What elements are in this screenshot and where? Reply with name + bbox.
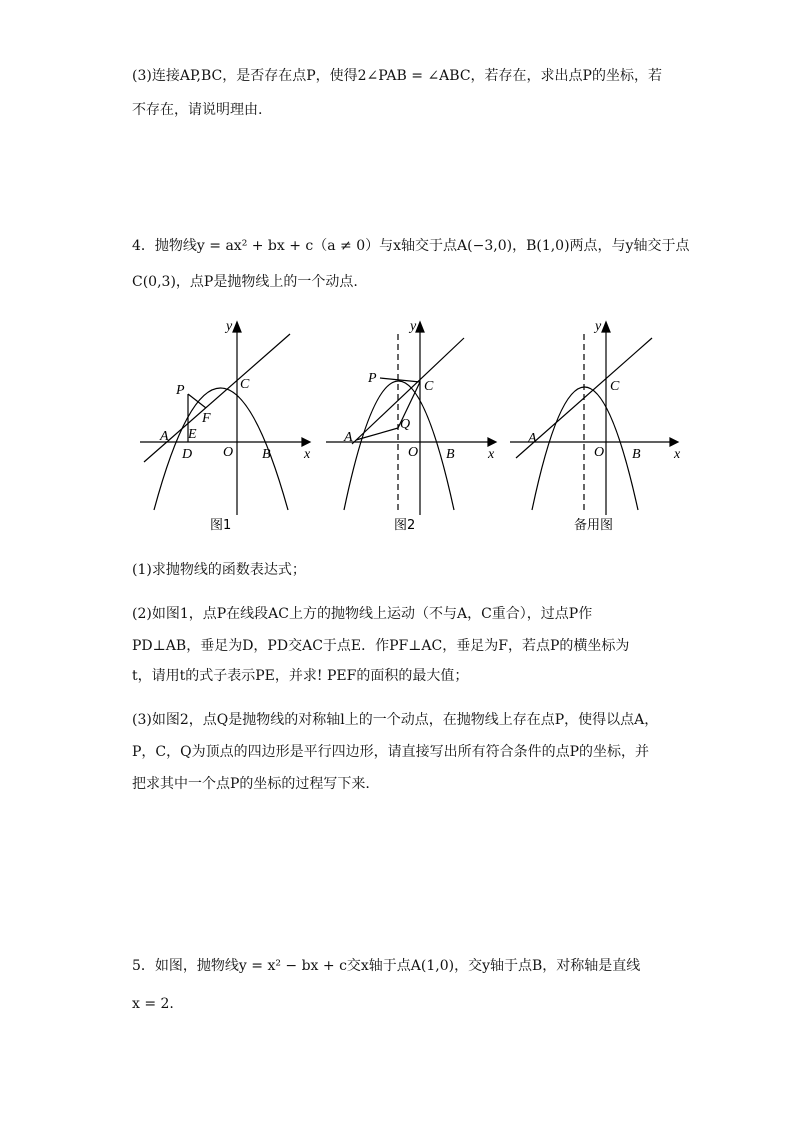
q4-part1: (1)求抛物线的函数表达式； (132, 562, 306, 578)
label-o: O (594, 445, 605, 460)
label-p: P (368, 371, 377, 386)
x-axis-arrow (488, 438, 496, 446)
caption-fig3: 备用图 (574, 518, 614, 533)
label-b: B (262, 447, 271, 462)
q4-part2-line3: t，请用t的式子表示PE，并求! PEF的面积的最大值； (132, 668, 469, 684)
label-c: C (240, 377, 250, 392)
q4-line1: 4．抛物线y = ax² + bx + c（a ≠ 0）与x轴交于点A(−3,0)，B(1,0)两点，与y轴交于点 (132, 238, 690, 254)
q3-prev-line2: 不存在，请说明理由. (132, 102, 263, 118)
label-o: O (408, 445, 419, 460)
caption-fig2: 图2 (394, 518, 416, 533)
label-a: A (528, 431, 537, 446)
label-d: D (182, 447, 193, 462)
figure-2 (316, 310, 506, 540)
label-c: C (610, 379, 620, 394)
parabola (532, 387, 638, 510)
q4-part3-line1: (3)如图2，点Q是抛物线的对称轴l上的一个动点，在抛物线上存在点P，使得以点A， (132, 712, 659, 728)
q4-part2-line1: (2)如图1，点P在线段AC上方的抛物线上运动（不与A，C重合），过点P作 (132, 606, 593, 622)
label-c: C (424, 379, 434, 394)
label-a: A (160, 429, 169, 444)
x-axis-arrow (302, 438, 310, 446)
q5-line1: 5．如图，抛物线y = x² − bx + c交x轴于点A(1,0)，交y轴于点B，对称轴是直线 (132, 958, 641, 974)
q4-part3-line2: P，C，Q为顶点的四边形是平行四边形，请直接写出所有符合条件的点P的坐标，并 (132, 744, 650, 760)
y-axis-arrow (233, 322, 241, 332)
label-y: y (595, 319, 602, 334)
caption-fig1: 图1 (210, 518, 232, 533)
q3-prev-line1: (3)连接AP,BC，是否存在点P，使得2∠PAB = ∠ABC，若存在，求出点P的坐标，若 (132, 68, 662, 84)
label-q: Q (400, 417, 411, 432)
q4-part2-line2: PD⊥AB，垂足为D，PD交AC于点E．作PF⊥AC，垂足为F，若点P的横坐标为 (132, 638, 630, 654)
q4-line2: C(0,3)，点P是抛物线上的一个动点. (132, 274, 358, 290)
label-x: x (304, 447, 311, 462)
label-x: x (488, 447, 495, 462)
q5-line2: x = 2. (132, 996, 174, 1012)
parabola (344, 381, 454, 510)
label-y: y (410, 319, 417, 334)
label-b: B (446, 447, 455, 462)
label-x: x (674, 447, 681, 462)
label-f: F (202, 411, 211, 426)
x-axis-arrow (670, 438, 678, 446)
y-axis-arrow (602, 322, 610, 332)
y-axis-arrow (416, 322, 424, 332)
label-b: B (632, 447, 641, 462)
q4-part3-line3: 把求其中一个点P的坐标的过程写下来. (132, 776, 370, 792)
label-e: E (188, 427, 197, 442)
label-y: y (226, 319, 233, 334)
label-p: P (176, 383, 185, 398)
label-o: O (223, 445, 234, 460)
figure-3 (502, 310, 692, 540)
label-a: A (344, 430, 353, 445)
figure-1 (130, 310, 320, 540)
